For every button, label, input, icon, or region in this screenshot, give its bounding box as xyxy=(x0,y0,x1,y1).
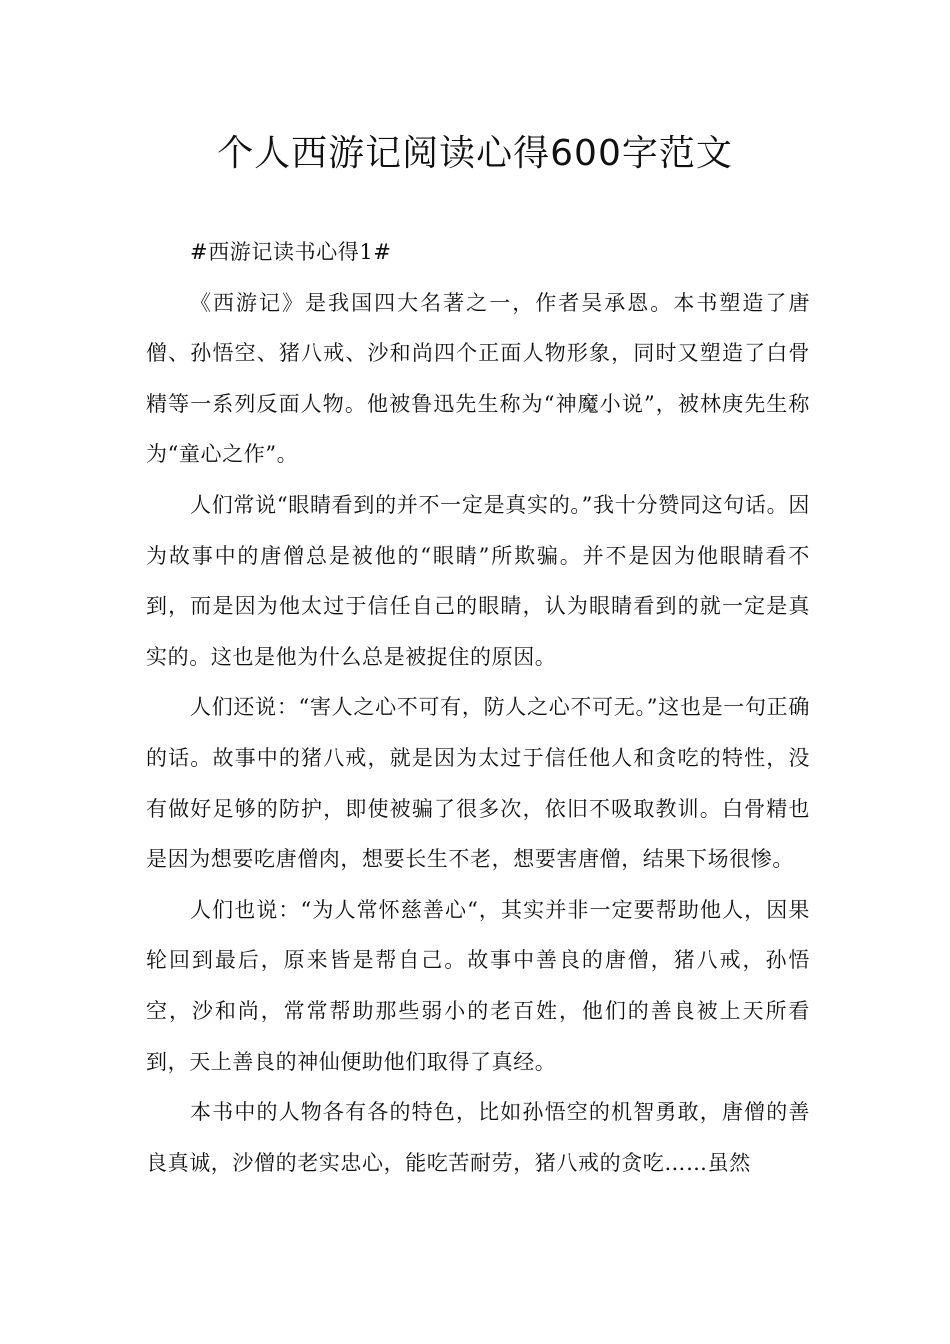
paragraph: 人们也说：“为人常怀慈善心“，其实并非一定要帮助他人，因果轮回到最后，原来皆是帮自己。故事中善良的唐僧，猪八戒，孙悟空，沙和尚，常常帮助那些弱小的老百姓，他们的善良被上天所看到，天上善良的神仙便助他们取得了真经。 xyxy=(146,897,810,1074)
paragraph: 本书中的人物各有各的特色，比如孙悟空的机智勇敢，唐僧的善良真诚，沙僧的老实忠心，能吃苦耐劳，猪八戒的贪吃……虽然 xyxy=(146,1100,810,1175)
paragraph: 人们还说：“害人之心不可有，防人之心不可无。”这也是一句正确的话。故事中的猪八戒，就是因为太过于信任他人和贪吃的特性，没有做好足够的防护，即使被骗了很多次，依旧不吸取教训。白骨精也是因为想要吃唐僧肉，想要长生不老，想要害唐僧，结果下场很惨。 xyxy=(146,695,810,872)
paragraph: 《西游记》是我国四大名著之一，作者吴承恩。本书塑造了唐僧、孙悟空、猪八戒、沙和尚四个正面人物形象，同时又塑造了白骨精等一系列反面人物。他被鲁迅先生称为“神魔小说”，被林庚先生称为“童心之作”。 xyxy=(146,290,810,467)
paragraph: 人们常说“眼睛看到的并不一定是真实的。”我十分赞同这句话。因为故事中的唐僧总是被他的“眼睛”所欺骗。并不是因为他眼睛看不到，而是因为他太过于信任自己的眼睛，认为眼睛看到的就一定是真实的。这也是他为什么总是被捉住的原因。 xyxy=(146,492,810,669)
section-heading: #西游记读书心得1# xyxy=(190,240,392,264)
document-title: 个人西游记阅读心得600字范文 xyxy=(217,133,733,174)
document-body xyxy=(146,227,810,1188)
